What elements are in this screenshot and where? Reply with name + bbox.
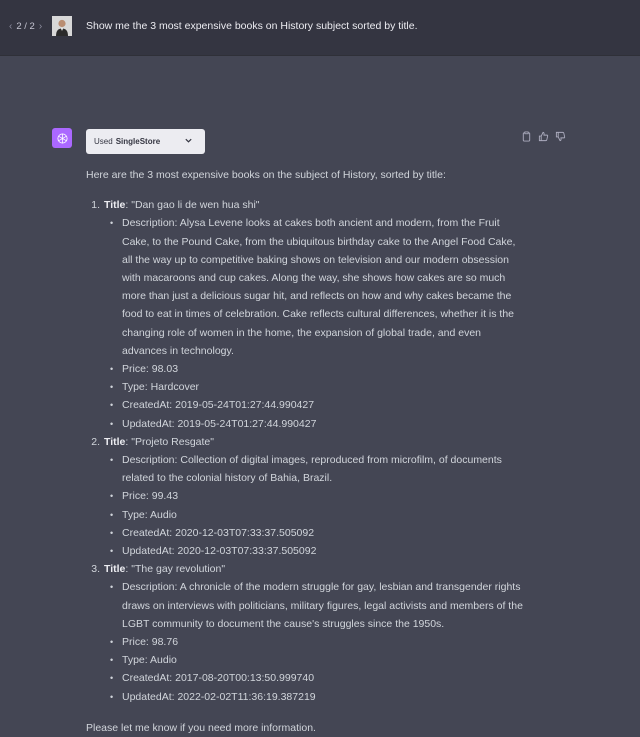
book-title: : "Projeto Resgate"	[125, 435, 214, 448]
book-description: • Description: Collection of digital images, reproduced from microfilm, of documents related to the colonial history of Bahia, Brazil.	[106, 451, 526, 487]
book-item	[86, 196, 526, 433]
response-pager	[9, 21, 42, 32]
thumbs-down-icon[interactable]	[555, 131, 566, 142]
outro-text: Please let me know if you need more information.	[86, 721, 316, 734]
assistant-avatar-icon	[52, 128, 72, 148]
plugin-name: SingleStore	[115, 137, 161, 146]
plugin-used-prefix: Used	[94, 137, 113, 146]
assistant-message-content	[86, 166, 526, 737]
user-avatar	[52, 16, 72, 36]
book-title-line	[104, 560, 526, 578]
user-message-row	[0, 0, 640, 56]
message-actions	[521, 131, 566, 142]
book-description: • Description: Alysa Levene looks at cakes both ancient and modern, from the Fruit Cake, to the Pound Cake, from the ubiquitous birthday cake to the Angel Food Cake, all the way up to competitive baking shows on television and our modern obsession with macaroons and cup cakes. Along the way, she shows how cakes are so much more than just a delicious sugar hit, and reflects on how and why cakes became the food to eat in times of celebration. Cake reflects cultural differences, whether it is the changing role of women in the home, the expansion of global trade, and even advances in technology.	[106, 214, 526, 360]
book-type: • Type: Audio	[106, 651, 526, 669]
title-key: Title	[104, 563, 126, 576]
book-title-line	[104, 196, 526, 214]
list-number: 3.	[91, 563, 100, 576]
book-list	[86, 196, 526, 706]
chevron-down-icon	[184, 136, 193, 147]
list-number: 2.	[91, 435, 100, 448]
copy-icon[interactable]	[521, 131, 532, 142]
book-updated-at: • UpdatedAt: 2020-12-03T07:33:37.505092	[106, 542, 526, 560]
book-item	[86, 560, 526, 706]
title-key: Title	[104, 435, 126, 448]
chevron-left-icon[interactable]: ‹	[9, 21, 13, 32]
book-updated-at: • UpdatedAt: 2019-05-24T01:27:44.990427	[106, 415, 526, 433]
title-key: Title	[104, 199, 126, 212]
assistant-message-row	[0, 56, 640, 734]
book-created-at: • CreatedAt: 2020-12-03T07:33:37.505092	[106, 524, 526, 542]
book-created-at: • CreatedAt: 2017-08-20T00:13:50.999740	[106, 669, 526, 687]
book-description: • Description: A chronicle of the modern struggle for gay, lesbian and transgender rights draws on interviews with politicians, military figures, legal activists and members of the LGBT community to document the cause's struggles since the 1950s.	[106, 578, 526, 633]
book-title: : "Dan gao li de wen hua shi"	[125, 199, 260, 212]
book-details	[106, 451, 526, 560]
plugin-used-dropdown[interactable]	[86, 129, 205, 154]
chevron-right-icon[interactable]: ›	[38, 21, 43, 32]
thumbs-up-icon[interactable]	[538, 131, 549, 142]
intro-text: Here are the 3 most expensive books on the subject of History, sorted by title:	[86, 169, 446, 181]
user-message-text: Show me the 3 most expensive books on History subject sorted by title.	[86, 20, 418, 32]
book-type: • Type: Audio	[106, 506, 526, 524]
pager-text: 2 / 2	[16, 21, 35, 32]
book-item	[86, 433, 526, 560]
book-price: • Price: 98.03	[106, 360, 526, 378]
book-created-at: • CreatedAt: 2019-05-24T01:27:44.990427	[106, 396, 526, 414]
book-details	[106, 214, 526, 432]
book-price: • Price: 98.76	[106, 633, 526, 651]
book-price: • Price: 99.43	[106, 487, 526, 505]
book-type: • Type: Hardcover	[106, 378, 526, 396]
book-title: : "The gay revolution"	[125, 563, 226, 576]
book-details	[106, 578, 526, 705]
list-number: 1.	[91, 199, 100, 212]
book-updated-at: • UpdatedAt: 2022-02-02T11:36:19.387219	[106, 688, 526, 706]
book-title-line	[104, 433, 526, 451]
